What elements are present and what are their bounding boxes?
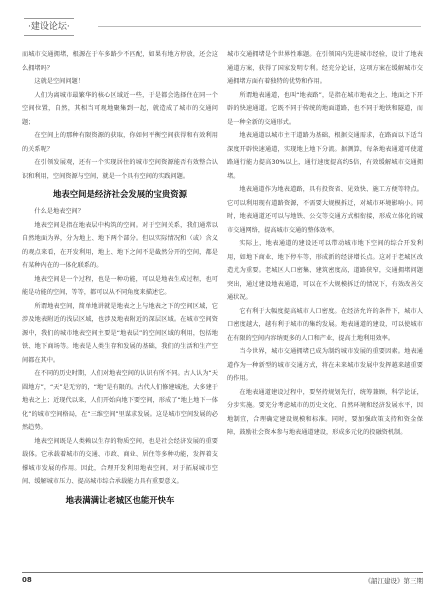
section-title: 地表满满让老城区也能开快车 bbox=[65, 494, 175, 505]
paragraph: 所谓地表空间，简单地讲就是地表之上与地表之下的空间区域，它涉及地表附近的浅层区域，也涉及地表附近的深层区域。在城市空间资源中，我们的城市地表空间主要是“地表层”的空间区域的利用，包括地铁、地下商场等。地表是人类生存和发展的基础，我们的生活和生产空间都在其中。 bbox=[22, 302, 218, 364]
page-header bbox=[24, 18, 421, 36]
paragraph: 当今世界，城市交通拥堵已成为制约城市发展的重要因素。地表通道作为一种新型的城市交通方式，将在未来城市发展中发挥越来越重要的作用。 bbox=[227, 348, 423, 382]
paragraph: 地表空间是一个过程，也是一种功能，可以是地表生成过程，也可能是功能的空间，等等，都可以从不同角度来描述它。 bbox=[22, 275, 218, 296]
paragraph: 这就是空间问题！ bbox=[34, 78, 84, 85]
paragraph: 地表通道作为地表道路，具有投资省、见效快、施工方便等特点。它可以利用现有道路资源，不需要大规模拆迁，对城市环境影响小。同时，地表通道还可以与地铁、公交等交通方式相衔接，形成立体化的城市交通网络，提高城市交通的整体效率。 bbox=[227, 186, 423, 234]
subheading: 什么是地表空间？ bbox=[34, 208, 84, 215]
paragraph: 所谓地表通道，也叫“地表路”，是指在城市地表之上、地面之下开辟的快速通道。它既不同于传统的地面道路，也不同于地铁和隧道，而是一种全新的交通形式。 bbox=[227, 91, 423, 126]
paragraph: 人们为离城市最繁华的核心区域近一些，于是都会选择住在同一个空间位置，自然，其相当可观地聚集到一起，就造成了城市的交通问题； bbox=[22, 91, 218, 126]
paragraph: 在地表通道建设过程中，要坚持规划先行，统筹兼顾，科学论证，分步实施。要充分考虑城市的历史文化、自然环境和经济发展水平，因地制宜，合理确定建设规模和标准。同时，要加强政策支持和资金保障，鼓励社会资本参与地表通道建设，形成多元化的投融资机制。 bbox=[227, 388, 423, 436]
right-column bbox=[227, 48, 423, 440]
paragraph: 城市交通拥堵是个世界性难题。在引领国内先进城市经验，设计了地表通道方案，获得了国家发明专利。经充分论证，这项方案在缓解城市交通拥堵方面有着独特的优势和作用。 bbox=[227, 51, 423, 85]
header-rule bbox=[98, 26, 421, 27]
paragraph: 地表空间是指在地表层中构筑的空间。对于空间关系，我们通常以自然地面为界，分为地上、地下两个部分。但以实际情况和（或）含义的观点来看，在开发利用，地上、地下之间不是截然分开的空间，都是有某种内在的一体化联系的。 bbox=[22, 221, 218, 269]
journal-name: 《韶江建设》第三期 bbox=[364, 577, 423, 585]
footer-rule bbox=[22, 572, 423, 573]
left-column bbox=[22, 48, 218, 511]
paragraph: 实际上，地表通道的建设还可以带动城市地下空间的综合开发利用，如地下商业、地下停车等，形成新的经济增长点。这对于老城区改造尤为重要。老城区人口密集、建筑密度高，道路狭窄，交通拥堵问题突出，通过建设地表通道，可以在不大规模拆迁的情况下，有效改善交通状况。 bbox=[227, 240, 423, 301]
section-title: 地表空间是经济社会发展的宝贵资源 bbox=[53, 189, 187, 199]
paragraph: 在引领发展观，还有一个实现居住的城市空间资源能否有效整合认识和利用，空间资源与空间，就是一个具有空间的实践问题。 bbox=[22, 159, 218, 180]
section-tag: ·建设论坛· bbox=[24, 18, 74, 36]
paragraph: 在不同的历史时期，人们对地表空间的认识有所不同。古人认为“天圆地方”，“天”是无穷的，“地”是有限的。古代人们修建城池，大多建于地表之上；近现代以来，人们开始向地下要空间，形成了“地上地下一体化”的城市空间格局，在“三维空间”里谋求发展。这是城市空间发展的必然趋势。 bbox=[22, 370, 218, 431]
page-number: 08 bbox=[22, 576, 32, 584]
paragraph: 地表空间既是人类赖以生存的物质空间，也是社会经济发展的重要载体。它承载着城市的交通、市政、商业、居住等多种功能，发挥着支撑城市发展的作用。因此，合理开发利用地表空间，对于拓展城市空间、缓解城市压力、提高城市综合承载能力具有重要意义。 bbox=[22, 437, 218, 485]
paragraph: 在空间上的那种有限资源的获取，你如何平衡空间获得和有效利用的关系呢？ bbox=[22, 132, 218, 153]
paragraph: 地表通道以城市主干道路为基础，根据交通需求，在路面以下适当深度开辟快速通道，实现地上地下分流。据测算，每条地表通道可使道路通行能力提高30%以上，通行速度提高约5倍，有效缓解城市交通拥堵。 bbox=[227, 132, 423, 180]
paragraph: 而城市交通拥堵，根源在于车多路少不匹配，如果有地方停放，还会这么拥堵吗？ bbox=[22, 51, 218, 72]
paragraph: 它有利于大幅度提高城市人口密度。在经济允许的条件下，城市人口密度越大，越有利于城市的集约发展。地表通道的建设，可以使城市在有限的空间内容纳更多的人口和产业，提高土地利用效率。 bbox=[227, 307, 423, 342]
page-footer bbox=[22, 572, 423, 586]
